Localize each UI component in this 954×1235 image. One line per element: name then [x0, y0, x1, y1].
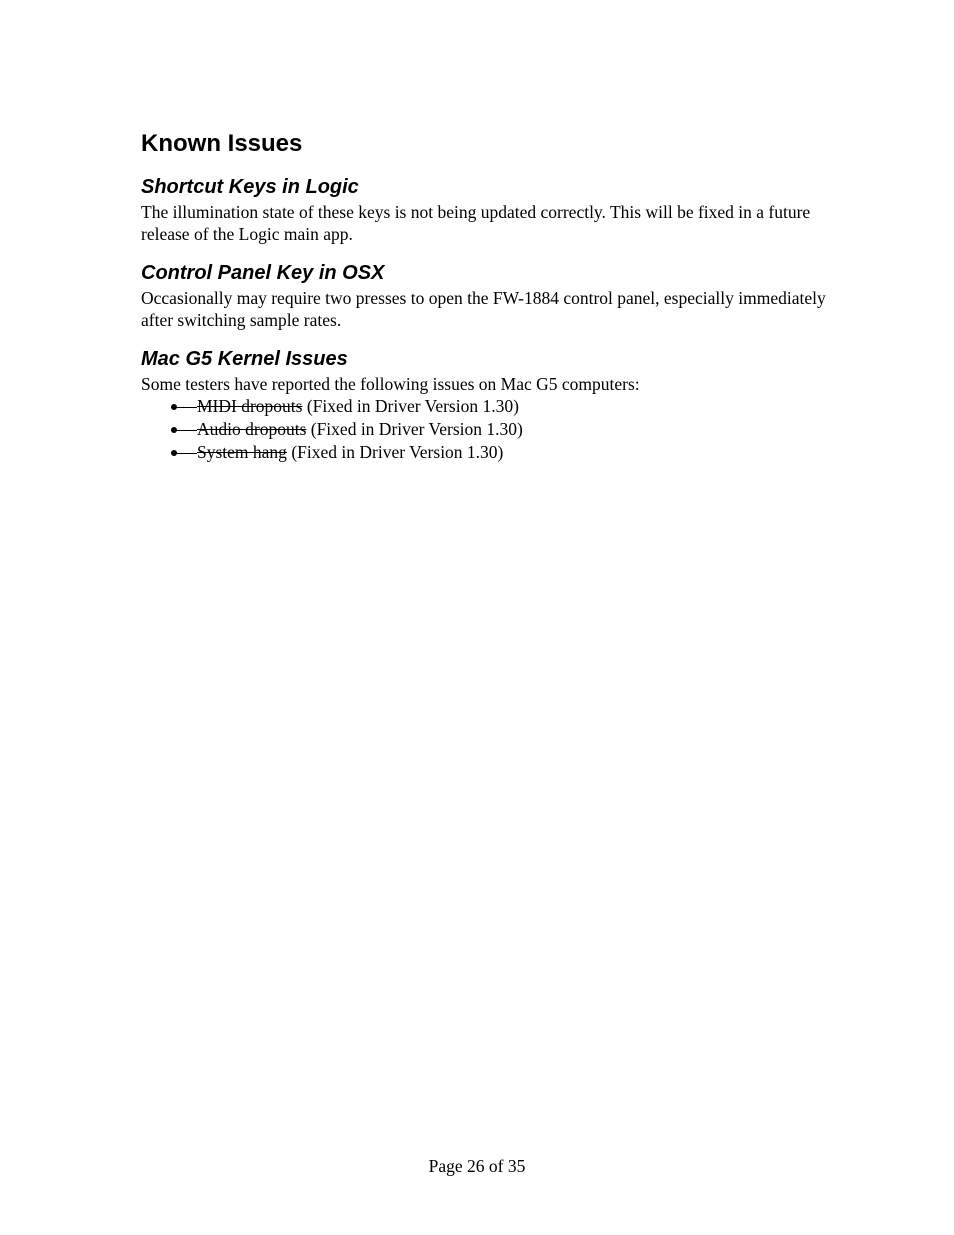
- section-shortcut-keys: [141, 175, 831, 245]
- page-number: Page 26 of 35: [428, 1156, 526, 1176]
- issue-note: (Fixed in Driver Version 1.30): [302, 396, 519, 416]
- list-item: [141, 418, 831, 441]
- page-title: Known Issues: [141, 130, 303, 157]
- strikethrough-line: [171, 407, 197, 408]
- strikethrough-line: [171, 453, 197, 454]
- section-heading: Shortcut Keys in Logic: [141, 176, 359, 198]
- section-mac-g5-kernel: [141, 347, 831, 464]
- list-item: [141, 441, 831, 464]
- section-control-panel-key: [141, 261, 831, 331]
- strikethrough-line: [171, 430, 197, 431]
- list-item: [141, 395, 831, 418]
- issue-note: (Fixed in Driver Version 1.30): [306, 419, 523, 439]
- issue-label: Audio dropouts: [197, 419, 307, 439]
- issue-list: [141, 395, 831, 464]
- section-heading: Mac G5 Kernel Issues: [141, 348, 348, 370]
- issue-label: System hang: [197, 442, 287, 462]
- section-heading: Control Panel Key in OSX: [141, 262, 385, 284]
- section-body: Some testers have reported the following issues on Mac G5 computers:: [141, 374, 640, 394]
- issue-label: MIDI dropouts: [197, 396, 303, 416]
- section-body: Occasionally may require two presses to open the FW-1884 control panel, especially immediately after switching sample rates.: [141, 288, 826, 330]
- section-body: The illumination state of these keys is not being updated correctly. This will be fixed in a future release of the Logic main app.: [141, 202, 811, 244]
- page-content: [141, 129, 831, 480]
- issue-note: (Fixed in Driver Version 1.30): [286, 442, 504, 462]
